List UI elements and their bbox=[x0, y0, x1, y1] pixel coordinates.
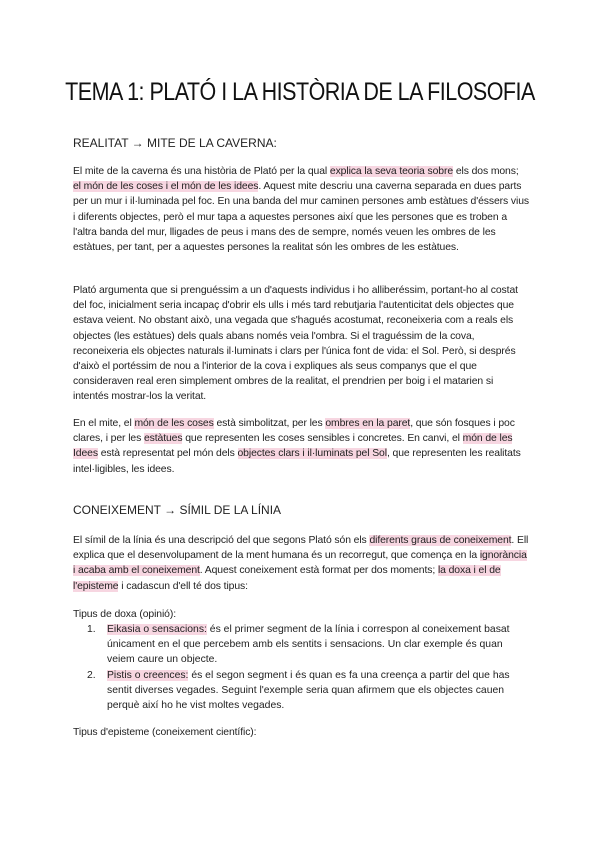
text: El símil de la línia és una descripció del que segons Plató són els bbox=[73, 535, 370, 546]
text: . Aquest mite descriu una caverna separada en dues parts per un mur i il·luminada pel foc. En una banda del mur caminen persones amb estàtues d'éssers vius i diferents objectes, però el mur tapa a aquestes persones així que les persones que es troben a l'altra banda del mur, lligades de peus i mans des de sempre, només veuen les ombres de les estàtues, per tant, per a aquestes persones la realitat són les ombres de les estàtues. bbox=[73, 181, 529, 254]
text: és el segon segment i és quan es fa una creença a partir del que has sentit diverses vegades. Seguint l'exemple seria quan afirmem que els objectes cauen perquè així ho he vist moltes vegades. bbox=[107, 669, 510, 712]
highlight-term: Pistis o creences: bbox=[107, 669, 189, 681]
highlight: ombres en la paret bbox=[325, 418, 411, 429]
highlight: el món de les coses i el món de les idees bbox=[73, 181, 259, 193]
text: els dos mons; bbox=[453, 166, 519, 177]
list-number: 1. bbox=[87, 624, 96, 635]
section-heading-realitat: REALITAT → MITE DE LA CAVERNA: bbox=[73, 136, 277, 150]
highlight: explica la seva teoria sobre bbox=[329, 166, 454, 177]
highlight-term: Eikasia o sensacions: bbox=[107, 624, 207, 635]
list-number: 2. bbox=[87, 669, 96, 681]
text: . Ell explica que el desenvolupament de la ment humana és un recorregut, que comença en la bbox=[73, 535, 529, 562]
text: . Aquest coneixement està format per dos moments; bbox=[199, 565, 438, 577]
text: està simbolitzat, per les bbox=[213, 418, 326, 429]
paragraph-mite-intro bbox=[73, 164, 529, 255]
highlight: món de les Idees bbox=[73, 433, 513, 460]
text: i cadascun d'ell té dos tipus: bbox=[118, 580, 248, 592]
text: En el mite, el bbox=[73, 418, 135, 429]
section-heading-coneixement: CONEIXEMENT → SÍMIL DE LA LÍNIA bbox=[73, 503, 282, 517]
highlight: objectes clars i il·luminats pel Sol bbox=[237, 448, 387, 460]
text: , que són fosques i poc clares, i per les bbox=[73, 418, 515, 445]
doxa-label: Tipus de doxa (opinió): bbox=[73, 609, 177, 620]
paragraph-mite-argument: Plató argumenta que si prenguéssim a un d'aquests individus i ho alliberéssim, portant-ho al costat del foc, inicialment seria incapaç d'obrir els ulls i més tard rebutjaria l'autenticitat dels objectes que estava veient. No obstant això, una vegada que s'hagués acostumat, reconeixeria com a reals els objectes (les estàtues) dels quals abans només veia l'ombra. Si el traguéssim de la cova, reconeixeria els objectes naturals il·luminats i clars per l'única font de vida: el Sol. Però, si després d'això el portéssim de nou a l'interior de la cova i expliques als seus companys que el que consideraven real eren simplement ombres de la realitat, el prendrien per boig i el matarien si intentés mostrar-los la veritat. bbox=[73, 285, 518, 403]
highlight: món de les coses bbox=[134, 418, 214, 429]
text: , que representen les realitats intel·ligibles, les idees. bbox=[73, 448, 521, 475]
highlight: ignorància i acaba amb el coneixement bbox=[73, 550, 527, 577]
highlight: diferents graus de coneixement bbox=[369, 535, 512, 546]
episteme-label: Tipus d'episteme (coneixement científic): bbox=[73, 727, 257, 738]
list-item bbox=[73, 622, 529, 668]
text: El mite de la caverna és una història de Plató per la qual bbox=[73, 166, 330, 177]
paragraph-mite-symbolism bbox=[73, 416, 529, 477]
highlight: estàtues bbox=[143, 433, 183, 445]
highlight: la doxa i el de l'episteme bbox=[73, 565, 501, 592]
doxa-list bbox=[73, 622, 529, 713]
paragraph-linia-intro bbox=[73, 533, 529, 594]
document-title: TEMA 1: PLATÓ I LA HISTÒRIA DE LA FILOSOFIA bbox=[65, 78, 535, 106]
list-item bbox=[73, 668, 529, 714]
text: està representat pel món dels bbox=[97, 448, 238, 460]
text: és el primer segment de la línia i correspon al coneixement basat únicament en el que percebem amb els sentits i sensacions. Un clar exemple és quan veiem caure un objecte. bbox=[107, 624, 510, 666]
text: que representen les coses sensibles i concretes. En canvi, el bbox=[182, 433, 463, 445]
